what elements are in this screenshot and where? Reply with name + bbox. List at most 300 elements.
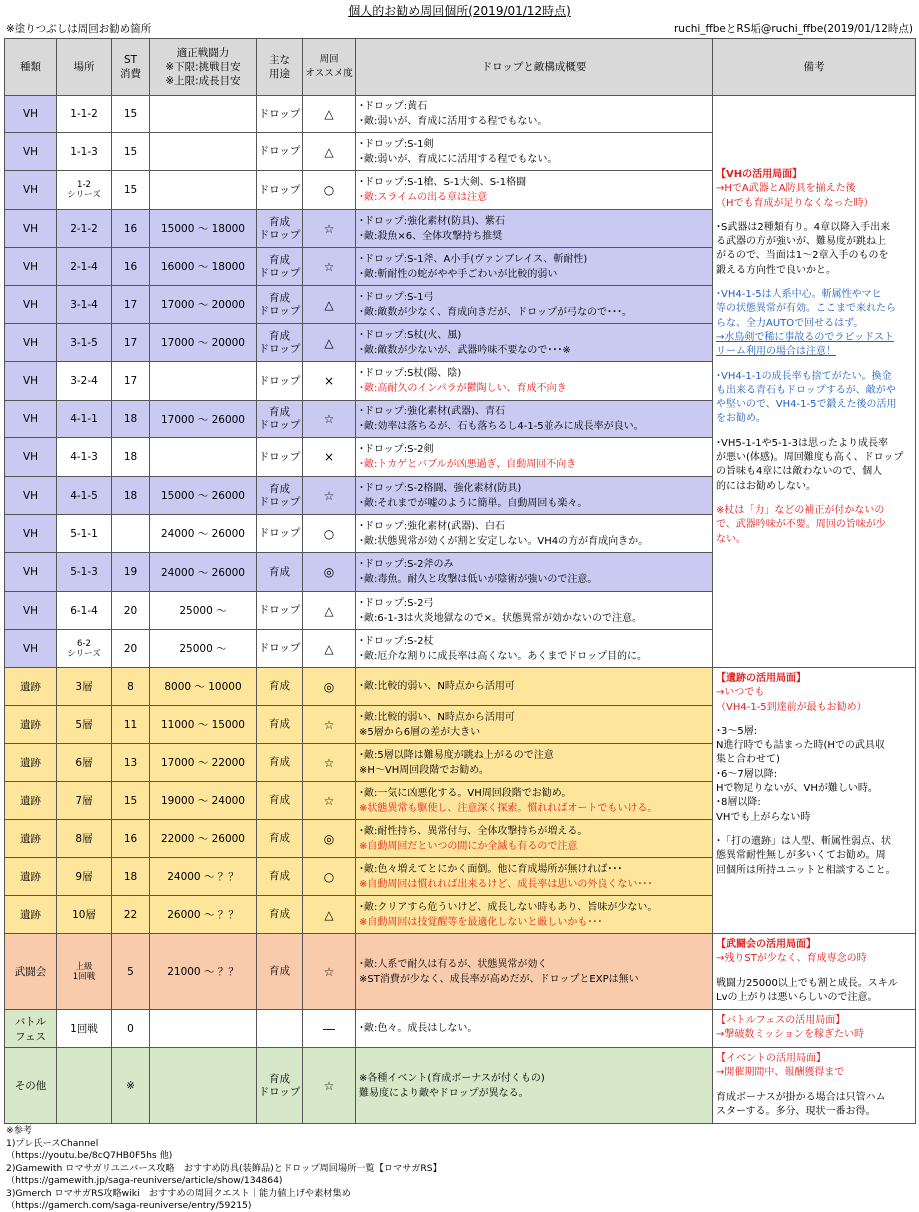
rec-mark: × xyxy=(323,374,335,388)
place-label: 5層 xyxy=(75,719,93,731)
cell-place xyxy=(57,438,112,477)
cell-rec xyxy=(303,1048,356,1124)
cell-type xyxy=(5,744,57,782)
cell-power xyxy=(150,438,257,477)
drop-line: ･敵:弱いが、育成にに活用する程でもない。 xyxy=(359,153,558,165)
use-label: ドロップ xyxy=(258,527,301,539)
cell-type xyxy=(5,668,57,706)
header-use: 主な 用途 xyxy=(257,39,303,96)
remarks-line: や堅いので、VH4-1-5で鍛えた後の活用 xyxy=(716,399,897,411)
footnote-url: （https://youtu.be/8cQ7HB0F5hs 他) xyxy=(6,1150,173,1162)
cell-type xyxy=(5,934,57,1010)
st-value: 22 xyxy=(123,908,138,921)
type-label: その他 xyxy=(14,1080,47,1093)
cell-use xyxy=(257,401,303,438)
cell-place xyxy=(57,96,112,133)
use-label: ドロップ xyxy=(258,419,301,431)
header-drop: ドロップと敵構成概要 xyxy=(356,39,713,96)
remarks-line: N進行時でも詰まった時(Hでの武具収 xyxy=(716,740,885,752)
cell-power xyxy=(150,96,257,133)
use-label: ドロップ xyxy=(258,374,301,387)
cell-st xyxy=(112,401,150,438)
drop-line: ･敵:6-1-3は火炎地獄なので×。状態異常が効かないので注意。 xyxy=(359,612,643,624)
rec-mark: ◎ xyxy=(323,831,335,846)
cell-st xyxy=(112,896,150,934)
drop-line: ･敵:それまでが嘘のように簡単。自動周回も楽々。 xyxy=(359,497,588,509)
st-value: 16 xyxy=(123,260,138,273)
place-label: シリーズ xyxy=(67,648,101,659)
cell-type xyxy=(5,1010,57,1048)
footnote: 2)Gamewith ロマサガリユニバース攻略 おすすめ防具(装飾品)とドロップ周回場所一覧【ロマサガRS】 xyxy=(6,1162,442,1174)
cell-use xyxy=(257,477,303,515)
cell-use xyxy=(257,133,303,171)
place-label: 1-1-2 xyxy=(70,108,98,120)
use-label: 育成 xyxy=(269,253,290,266)
cell-place xyxy=(57,248,112,286)
rec-mark: ○ xyxy=(323,183,335,197)
use-label: 育成 xyxy=(269,870,290,882)
header-st: ST 消費 xyxy=(112,39,150,96)
place-label: 1-1-3 xyxy=(70,145,98,158)
cell-st xyxy=(112,362,150,401)
cell-st xyxy=(112,1048,150,1124)
place-label: 1回戦 xyxy=(72,971,96,982)
use-label: ドロップ xyxy=(258,450,301,463)
cell-power xyxy=(150,630,257,668)
place-label: 2-1-2 xyxy=(70,222,98,235)
place-label: 5-1-1 xyxy=(70,527,98,540)
cell-rec xyxy=(303,553,356,592)
place-label: 3層 xyxy=(75,681,93,693)
cell-st xyxy=(112,820,150,858)
use-label: 育成 xyxy=(269,965,290,978)
cell-type xyxy=(5,630,57,668)
table-row xyxy=(5,1048,916,1124)
cell-rec xyxy=(303,1010,356,1048)
drop-line: ･敵:敵数が少ないが、武器吟味不要なので･･･※ xyxy=(359,344,571,356)
use-label: ドロップ xyxy=(258,304,301,317)
st-value: 17 xyxy=(123,336,138,349)
table-row xyxy=(5,934,916,1010)
drop-warning: ※状態異常も駆使し、注意深く探索。慣れればオートでもいける。 xyxy=(359,802,658,814)
cell-use xyxy=(257,515,303,553)
cell-st xyxy=(112,630,150,668)
cell-use xyxy=(257,592,303,630)
type-label: 遺跡 xyxy=(20,909,41,921)
cell-type xyxy=(5,820,57,858)
cell-power xyxy=(150,1010,257,1048)
type-label: VH xyxy=(22,298,39,311)
page-title: 個人的お勧め周回個所(2019/01/12時点) xyxy=(348,4,571,18)
drop-line: ･ドロップ:S-2剣 xyxy=(359,444,434,455)
drop-line: ※H～VH周回段階でお勧め。 xyxy=(359,764,489,776)
cell-drop xyxy=(356,1048,713,1124)
cell-st xyxy=(112,210,150,248)
drop-line: ※各種イベント(育成ボーナスが付くもの) xyxy=(359,1072,545,1084)
cell-power xyxy=(150,210,257,248)
remarks-line: をお勧め。 xyxy=(716,413,766,425)
remarks-link: リーム利用の場合は注意！ xyxy=(716,346,836,358)
type-label: 武闘会 xyxy=(14,966,47,979)
cell-st xyxy=(112,744,150,782)
recommendation-table xyxy=(4,38,916,1124)
cell-drop xyxy=(356,171,713,210)
remarks-line: がるので、当面は1～2章入手のものを xyxy=(716,250,889,262)
cell-place xyxy=(57,362,112,401)
type-label: VH xyxy=(22,375,39,387)
st-value: 19 xyxy=(123,566,138,578)
use-label: 育成 xyxy=(269,565,290,578)
power-range: 15000 ～ 18000 xyxy=(161,223,245,235)
cell-place xyxy=(57,553,112,592)
drop-line: ･敵:クリアすら危ういけど、成長しない時もあり、旨味が少ない。 xyxy=(359,901,658,913)
place-label: 3-2-4 xyxy=(70,375,98,387)
cell-rec xyxy=(303,286,356,324)
rec-mark: ◎ xyxy=(323,679,335,694)
cell-rec xyxy=(303,706,356,744)
place-label: 4-1-3 xyxy=(70,451,98,463)
cell-st xyxy=(112,668,150,706)
drop-warning: ･敵:スライムの出る章は注意 xyxy=(359,192,488,203)
drop-line: ･敵:状態異常が効くが割と安定しない。VH4の方が育成向きか。 xyxy=(359,535,649,547)
cell-place xyxy=(57,1010,112,1048)
type-label: VH xyxy=(22,604,39,617)
remarks-line: ･8層以降: xyxy=(716,797,761,809)
remarks-line: 鍛える方向性で良いかと。 xyxy=(716,264,836,276)
drop-line: ･敵:人系で耐久は有るが、状態異常が効く xyxy=(359,958,548,970)
cell-type xyxy=(5,858,57,896)
use-label: ドロップ xyxy=(258,642,301,654)
power-range: 15000 ～ 26000 xyxy=(161,490,245,502)
remarks-line: らな、全力AUTOで回せるはず。 xyxy=(716,317,864,329)
place-label: 6-2 xyxy=(77,638,91,649)
place-label: シリーズ xyxy=(67,190,101,200)
drop-line: ･ドロップ:強化素材(武器)、白石 xyxy=(359,520,505,532)
place-label: 3-1-4 xyxy=(70,298,98,311)
cell-drop xyxy=(356,782,713,820)
cell-use xyxy=(257,668,303,706)
cell-use xyxy=(257,858,303,896)
cell-power xyxy=(150,133,257,171)
cell-drop xyxy=(356,820,713,858)
remarks-line: ･「打の遺跡」は人型、斬属性弱点、状 xyxy=(716,835,891,847)
remarks-line: の旨味も4章には敵わないので、個人 xyxy=(716,466,883,478)
cell-type xyxy=(5,401,57,438)
cell-power xyxy=(150,592,257,630)
remarks-line: ･VH5-1-1や5-1-3は思ったより成長率 xyxy=(716,437,888,449)
cell-place xyxy=(57,706,112,744)
cell-use xyxy=(257,362,303,401)
header-type: 種類 xyxy=(5,39,57,96)
cell-type xyxy=(5,324,57,362)
drop-line: ･ドロップ:S-2格闘、強化素材(防具) xyxy=(359,482,522,494)
drop-line: ･敵:色々増えてとにかく面倒。他に育成場所が無ければ･･･ xyxy=(359,863,623,875)
use-label: 育成 xyxy=(269,1072,290,1085)
rec-mark: ☆ xyxy=(323,412,335,426)
remarks-heading: 【武闘会の活用局面】 xyxy=(716,939,816,950)
remarks-line: （Hでも育成が足りなくなった時） xyxy=(716,197,874,209)
place-label: 上級 xyxy=(75,961,93,972)
cell-drop xyxy=(356,210,713,248)
cell-place xyxy=(57,668,112,706)
power-range: 25000 ～ xyxy=(179,643,227,655)
cell-power xyxy=(150,362,257,401)
cell-st xyxy=(112,324,150,362)
type-label: VH xyxy=(22,451,39,463)
remarks-line: （VH4-1-5到達前が最もお勧め） xyxy=(716,701,867,713)
use-label: 育成 xyxy=(269,908,290,920)
cell-rec xyxy=(303,934,356,1010)
cell-drop xyxy=(356,592,713,630)
cell-st xyxy=(112,1010,150,1048)
remarks-line: ･S武器は2種類有り。4章以降入手出来 xyxy=(716,221,891,233)
remarks-line: ･6～7層以降: xyxy=(716,768,778,780)
remarks-line: →HでA武器とA防具を揃えた後 xyxy=(716,183,856,195)
cell-power xyxy=(150,744,257,782)
cell-place xyxy=(57,286,112,324)
drop-line: ･ドロップ:S杖(火、風) xyxy=(359,329,462,341)
drop-line: ･敵:厄介な割りに成長率は高くない。あくまでドロップ目的に。 xyxy=(359,650,647,662)
rec-mark: ◎ xyxy=(323,565,335,579)
remarks-line: 等の状態異常が有効。ここまで来れたら xyxy=(716,303,896,315)
drop-line: ･敵:比較的弱い、N時点から活用可 xyxy=(359,681,515,692)
rec-mark: ― xyxy=(323,1021,335,1036)
cell-place xyxy=(57,934,112,1010)
cell-drop xyxy=(356,744,713,782)
cell-use xyxy=(257,1010,303,1048)
power-range: 17000 ～ 20000 xyxy=(161,337,245,349)
cell-power xyxy=(150,248,257,286)
place-label: 7層 xyxy=(75,795,93,807)
remarks-line: VHでも上がらない時 xyxy=(716,811,811,823)
cell-use xyxy=(257,630,303,668)
rec-mark: △ xyxy=(324,603,334,618)
rec-mark: △ xyxy=(324,907,334,922)
remarks-line: 育成ボーナスが掛かる場合は只管ハム xyxy=(716,1091,886,1103)
st-value: 18 xyxy=(123,413,138,425)
rec-mark: △ xyxy=(324,335,334,350)
power-range: 24000 ～ 26000 xyxy=(161,566,245,579)
remarks-line: →撃破数ミッションを稼ぎたい時 xyxy=(716,1029,864,1041)
cell-use xyxy=(257,286,303,324)
cell-type xyxy=(5,706,57,744)
st-value: 15 xyxy=(123,184,138,196)
remarks-line: る武器の方が強いが、難易度が跳ね上 xyxy=(716,236,886,248)
cell-drop xyxy=(356,515,713,553)
remarks-event xyxy=(713,1048,916,1124)
type-label: VH xyxy=(22,566,39,578)
cell-drop xyxy=(356,133,713,171)
remarks-arena xyxy=(713,934,916,1010)
cell-power xyxy=(150,820,257,858)
power-range: 25000 ～ xyxy=(179,605,227,617)
cell-type xyxy=(5,896,57,934)
use-label: ドロップ xyxy=(258,342,301,355)
cell-use xyxy=(257,324,303,362)
highlight-note: ※塗りつぶしは周回お勧め箇所 xyxy=(6,23,152,35)
cell-st xyxy=(112,934,150,1010)
cell-use xyxy=(257,553,303,592)
cell-drop xyxy=(356,401,713,438)
type-label: VH xyxy=(22,108,39,120)
cell-power xyxy=(150,324,257,362)
type-label: 遺跡 xyxy=(20,833,41,845)
remarks-heading: 【バトルフェスの活用局面】 xyxy=(716,1015,846,1027)
st-value: 16 xyxy=(123,222,138,235)
drop-warning: ･敵:高耐久のインパラが鬱陶しい、育成不向き xyxy=(359,383,567,394)
cell-power xyxy=(150,171,257,210)
table-row xyxy=(5,668,916,706)
power-range: 24000 ～ ？？ xyxy=(167,871,239,883)
power-range: 8000 ～ 10000 xyxy=(164,681,242,693)
drop-line: ･敵:効率は落ちるが、石も落ちるし4-1-5並みに成長率が良い。 xyxy=(359,421,644,432)
cell-st xyxy=(112,553,150,592)
use-label: 育成 xyxy=(269,680,290,692)
cell-rec xyxy=(303,438,356,477)
cell-rec xyxy=(303,630,356,668)
place-label: 6-1-4 xyxy=(70,604,98,617)
rec-mark: ☆ xyxy=(323,1078,335,1093)
drop-line: ･敵:毒魚。耐久と攻撃は低いが陰術が強いので注意。 xyxy=(359,574,598,585)
cell-type xyxy=(5,592,57,630)
drop-line: ･ドロップ:S-1弓 xyxy=(359,291,434,303)
rec-mark: △ xyxy=(324,144,334,159)
footnotes xyxy=(4,1125,915,1212)
cell-type xyxy=(5,248,57,286)
cell-drop xyxy=(356,438,713,477)
power-range: 11000 ～ 15000 xyxy=(161,719,245,731)
drop-line: ･ドロップ:黄石 xyxy=(359,101,428,112)
use-label: 育成 xyxy=(269,406,290,418)
use-label: ドロップ xyxy=(258,495,301,508)
cell-rec xyxy=(303,744,356,782)
st-value: 13 xyxy=(123,756,138,769)
cell-type xyxy=(5,171,57,210)
remarks-line: Lvの上がりは悪いらしいので注意。 xyxy=(716,991,878,1003)
power-range: 17000 ～ 22000 xyxy=(161,757,245,769)
cell-st xyxy=(112,133,150,171)
type-label: VH xyxy=(22,145,39,158)
remarks-line: も出来る青石もドロップするが、敵がや xyxy=(716,384,896,396)
rec-mark: △ xyxy=(324,107,334,121)
cell-st xyxy=(112,438,150,477)
cell-place xyxy=(57,896,112,934)
cell-type xyxy=(5,477,57,515)
use-label: ドロップ xyxy=(258,1085,301,1098)
cell-power xyxy=(150,515,257,553)
use-label: 育成 xyxy=(269,482,290,495)
drop-line: ･ドロップ:S-2弓 xyxy=(359,597,434,609)
footnote: 1)プレ氏ースChannel xyxy=(6,1137,99,1149)
cell-rec xyxy=(303,248,356,286)
footnote: 3)Gmerch ロマサガRS攻略wiki おすすめの周回クエスト｜能力値上げや素材集め xyxy=(6,1187,351,1199)
cell-use xyxy=(257,744,303,782)
power-range: 26000 ～ ？？ xyxy=(167,909,239,921)
cell-st xyxy=(112,286,150,324)
place-label: 8層 xyxy=(75,833,93,845)
cell-st xyxy=(112,96,150,133)
cell-rec xyxy=(303,133,356,171)
place-label: 6層 xyxy=(75,757,93,769)
power-range: 21000 ～ ？？ xyxy=(167,966,239,979)
drop-line: ･ドロップ:強化素材(防具)、紫石 xyxy=(359,215,505,227)
drop-line: ･ドロップ:S杖(陽、陰) xyxy=(359,368,462,379)
remarks-heading: 【VHの活用局面】 xyxy=(716,169,803,180)
use-label: ドロップ xyxy=(258,183,301,196)
st-value: 15 xyxy=(123,794,138,807)
remarks-ruins xyxy=(713,668,916,934)
remarks-line: ※杖は「力」などの補正が付かないの xyxy=(716,504,885,516)
cell-power xyxy=(150,401,257,438)
cell-power xyxy=(150,934,257,1010)
cell-place xyxy=(57,858,112,896)
st-value: 16 xyxy=(123,832,138,845)
remarks-heading: 【イベントの活用局面】 xyxy=(716,1053,826,1065)
rec-mark: △ xyxy=(324,641,334,656)
remarks-line: が悪い(体感)。周回難度も高く、ドロップ xyxy=(716,452,904,464)
cell-place xyxy=(57,630,112,668)
type-label: VH xyxy=(22,184,39,196)
cell-type xyxy=(5,362,57,401)
cell-power xyxy=(150,286,257,324)
cell-type xyxy=(5,515,57,553)
footnote-url: （https://gamerch.com/saga-reuniverse/entry/59215) xyxy=(6,1200,252,1212)
type-label: VH xyxy=(22,336,39,349)
cell-place xyxy=(57,477,112,515)
page xyxy=(4,2,915,1212)
remarks-line: →残りSTが少なく、育成専念の時 xyxy=(716,953,867,965)
cell-place xyxy=(57,324,112,362)
type-label: 遺跡 xyxy=(20,795,41,807)
type-label: 遺跡 xyxy=(20,757,41,769)
place-label: 1-2 xyxy=(77,180,91,190)
remarks-line: ･VH4-1-5は人系中心。斬属性やマヒ xyxy=(716,289,882,301)
st-value: 20 xyxy=(123,604,138,617)
rec-mark: ☆ xyxy=(323,717,335,732)
cell-power xyxy=(150,706,257,744)
cell-st xyxy=(112,171,150,210)
author-credit: ruchi_ffbeとRS垢@ruchi_ffbe(2019/01/12時点) xyxy=(673,23,913,35)
cell-type xyxy=(5,96,57,133)
st-value: 0 xyxy=(127,1022,134,1035)
remarks-line: ･3～5層: xyxy=(716,725,758,737)
drop-warning: ※自動周回は慣れれば出来るけど、成長率は思いの外良くない･･･ xyxy=(359,878,653,890)
use-label: 育成 xyxy=(269,215,290,228)
remarks-vh xyxy=(713,96,916,668)
rec-mark: ○ xyxy=(323,526,335,541)
cell-power xyxy=(150,477,257,515)
cell-rec xyxy=(303,324,356,362)
cell-place xyxy=(57,1048,112,1124)
st-value: 5 xyxy=(127,965,134,978)
drop-line: ･敵:敵数が少なく、育成向きだが、ドロップが弓なので･･･。 xyxy=(359,306,632,318)
cell-drop xyxy=(356,286,713,324)
type-label: VH xyxy=(22,642,39,655)
st-value: 15 xyxy=(123,108,138,120)
cell-rec xyxy=(303,96,356,133)
header-remarks: 備考 xyxy=(713,39,916,96)
rec-mark: ☆ xyxy=(323,793,335,808)
st-value: 18 xyxy=(123,489,138,502)
st-value: 18 xyxy=(123,451,138,463)
cell-drop xyxy=(356,1010,713,1048)
cell-drop xyxy=(356,248,713,286)
cell-place xyxy=(57,782,112,820)
remarks-link: →水鳥剣で稀に事故るのでラピッドスト xyxy=(716,331,894,343)
cell-drop xyxy=(356,477,713,515)
cell-type xyxy=(5,210,57,248)
remarks-line: Hで物足りないが、VHが難しい時。 xyxy=(716,783,878,795)
